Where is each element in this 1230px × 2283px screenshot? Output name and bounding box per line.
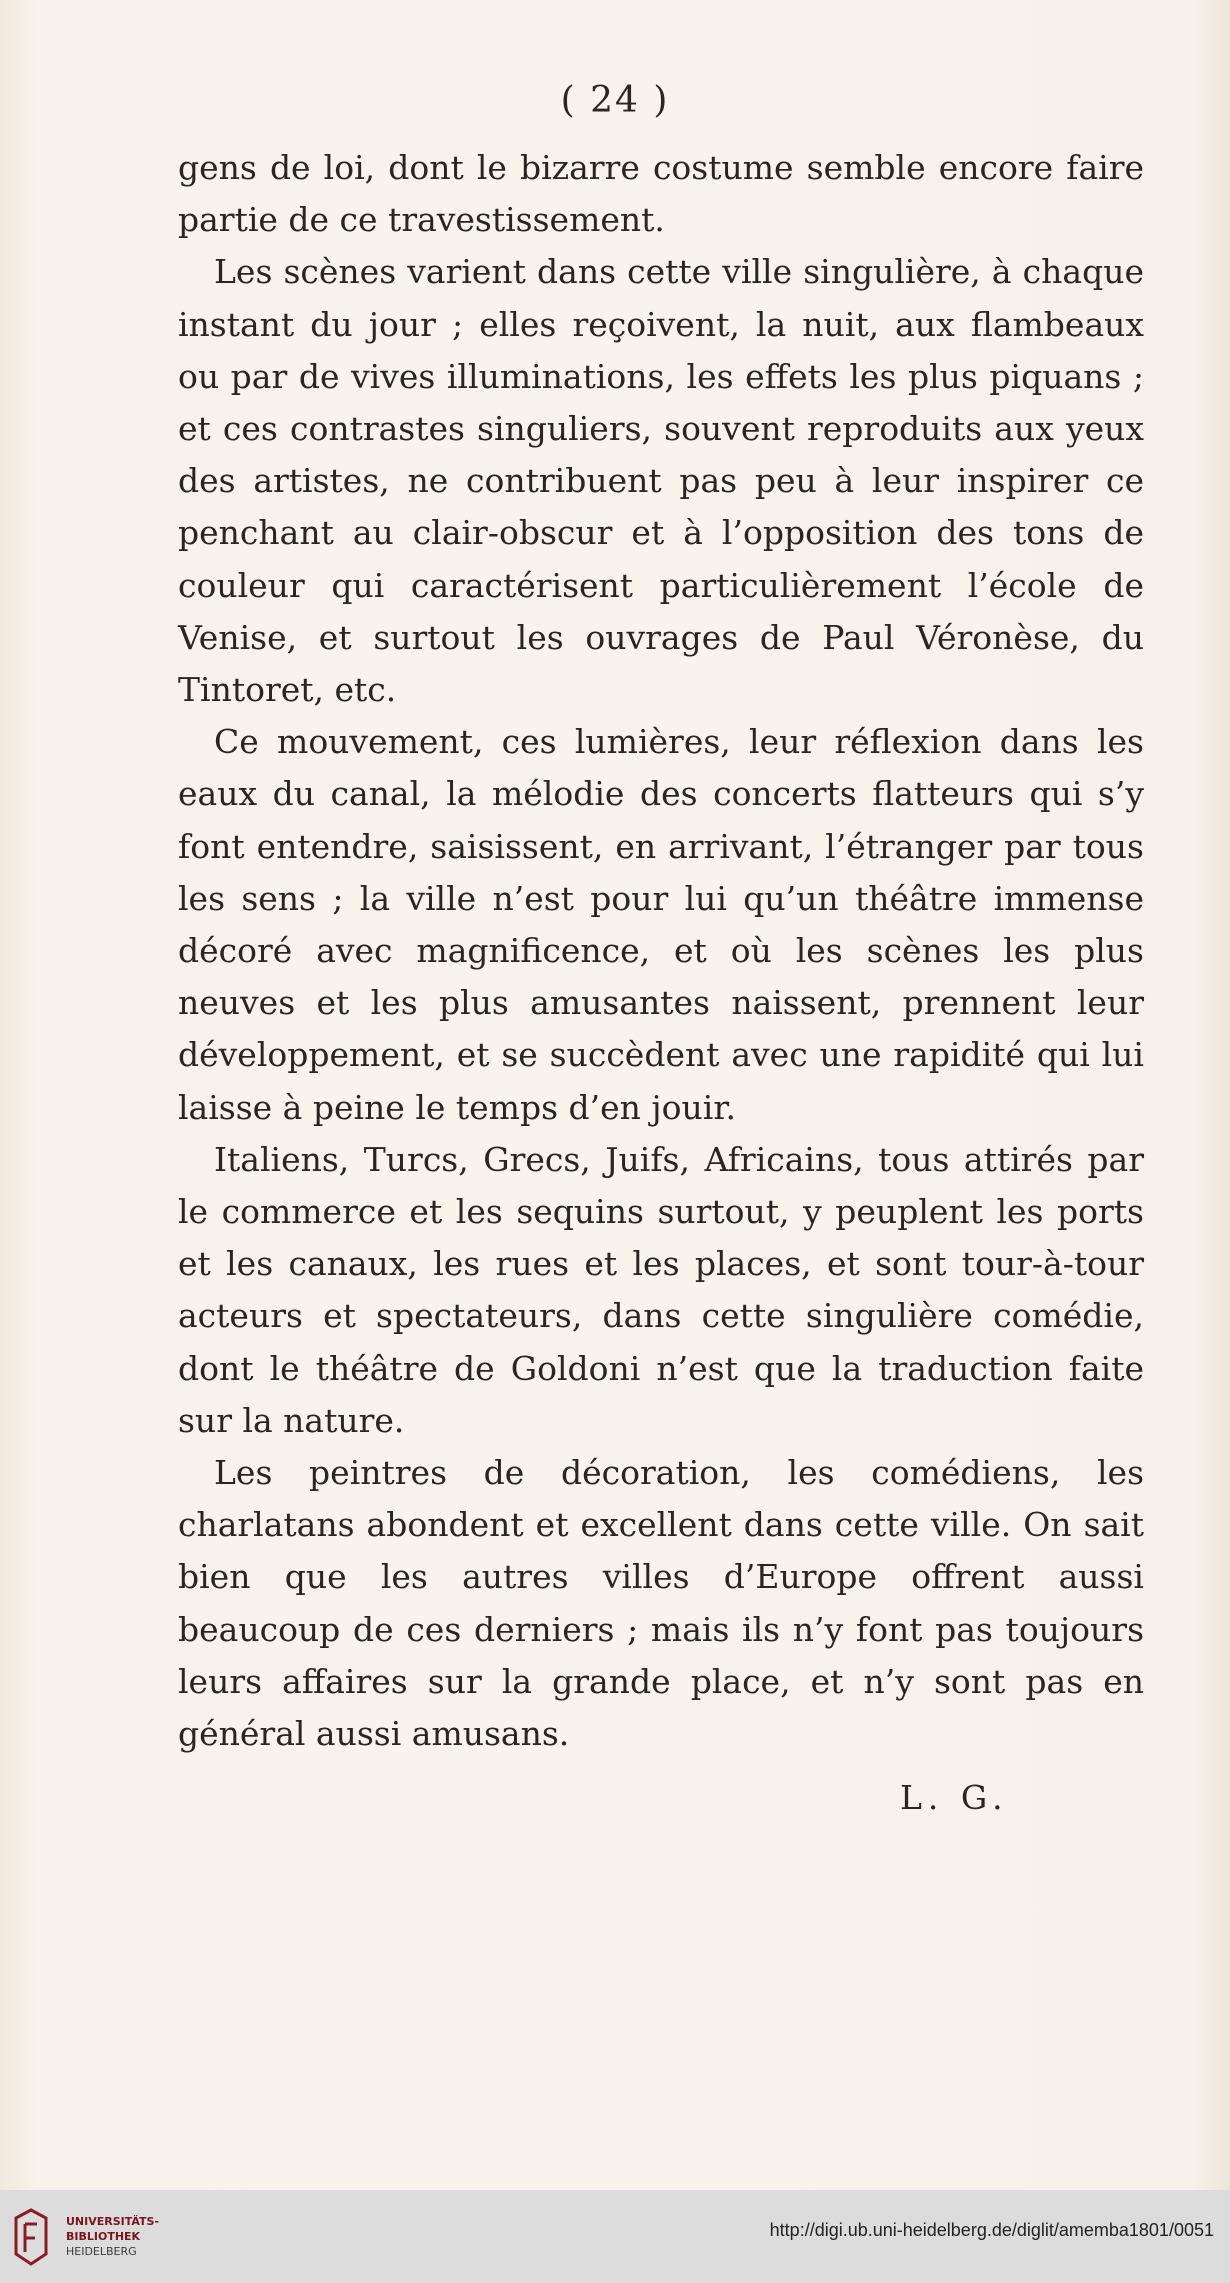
body-text	[178, 142, 1144, 1760]
library-name-line: HEIDELBERG	[66, 2245, 137, 2258]
paragraph: Italiens, Turcs, Grecs, Juifs, Africains, tous attirés par le commerce et les sequins surtout, y peuplent les ports et les canaux, les rues et les places, et sont tour-à-tour acteurs et spectateurs, dans cette singulière comédie, dont le théâtre de Goldoni n’est que la traduction faite sur la nature.	[178, 1139, 1144, 1440]
library-name	[66, 2214, 159, 2259]
library-name-line: UNIVERSITÄTS-	[66, 2215, 160, 2228]
paragraph: Ce mouvement, ces lumières, leur réflexion dans les eaux du canal, la mélodie des concerts flatteurs qui s’y font entendre, saisissent, en arrivant, l’étranger par tous les sens ; la ville n’est pour lui qu’un théâtre immense décoré avec magnificence, et où les scènes les plus neuves et les plus amusantes naissent, prennent leur développement, et se succèdent avec une rapidité qui lui laisse à peine le temps d’en jouir.	[178, 722, 1144, 1127]
paragraph: Les peintres de décoration, les comédiens, les charlatans abondent et excellent dans cette ville. On sait bien que les autres villes d’Europe offrent aussi beaucoup de ces derniers ; mais ils n’y font pas toujours leurs affaires sur la grande place, et n’y sont pas en général aussi amusans.	[178, 1453, 1144, 1754]
viewer-footer	[0, 2190, 1230, 2283]
library-logo-icon	[14, 2208, 48, 2266]
paragraph: Les scènes varient dans cette ville singulière, à chaque instant du jour ; elles reçoivent, la nuit, aux flambeaux ou par de vives illuminations, les effets les plus piquans ; et ces contrastes singuliers, souvent reproduits aux yeux des artistes, ne contribuent pas peu à leur inspirer ce penchant au clair-obscur et à l’opposition des tons de couleur qui caractérisent particulièrement l’école de Venise, et surtout les ouvrages de Paul Véronèse, du Tintoret, etc.	[178, 252, 1144, 710]
signature: L. G.	[900, 1778, 1009, 1817]
paragraph: gens de loi, dont le bizarre costume semble encore faire partie de ce travestissement.	[178, 148, 1144, 240]
library-name-line: BIBLIOTHEK	[66, 2230, 141, 2243]
page-number: ( 24 )	[560, 80, 670, 121]
document-url-link[interactable]: http://digi.ub.uni-heidelberg.de/diglit/amemba1801/0051	[769, 2220, 1214, 2240]
